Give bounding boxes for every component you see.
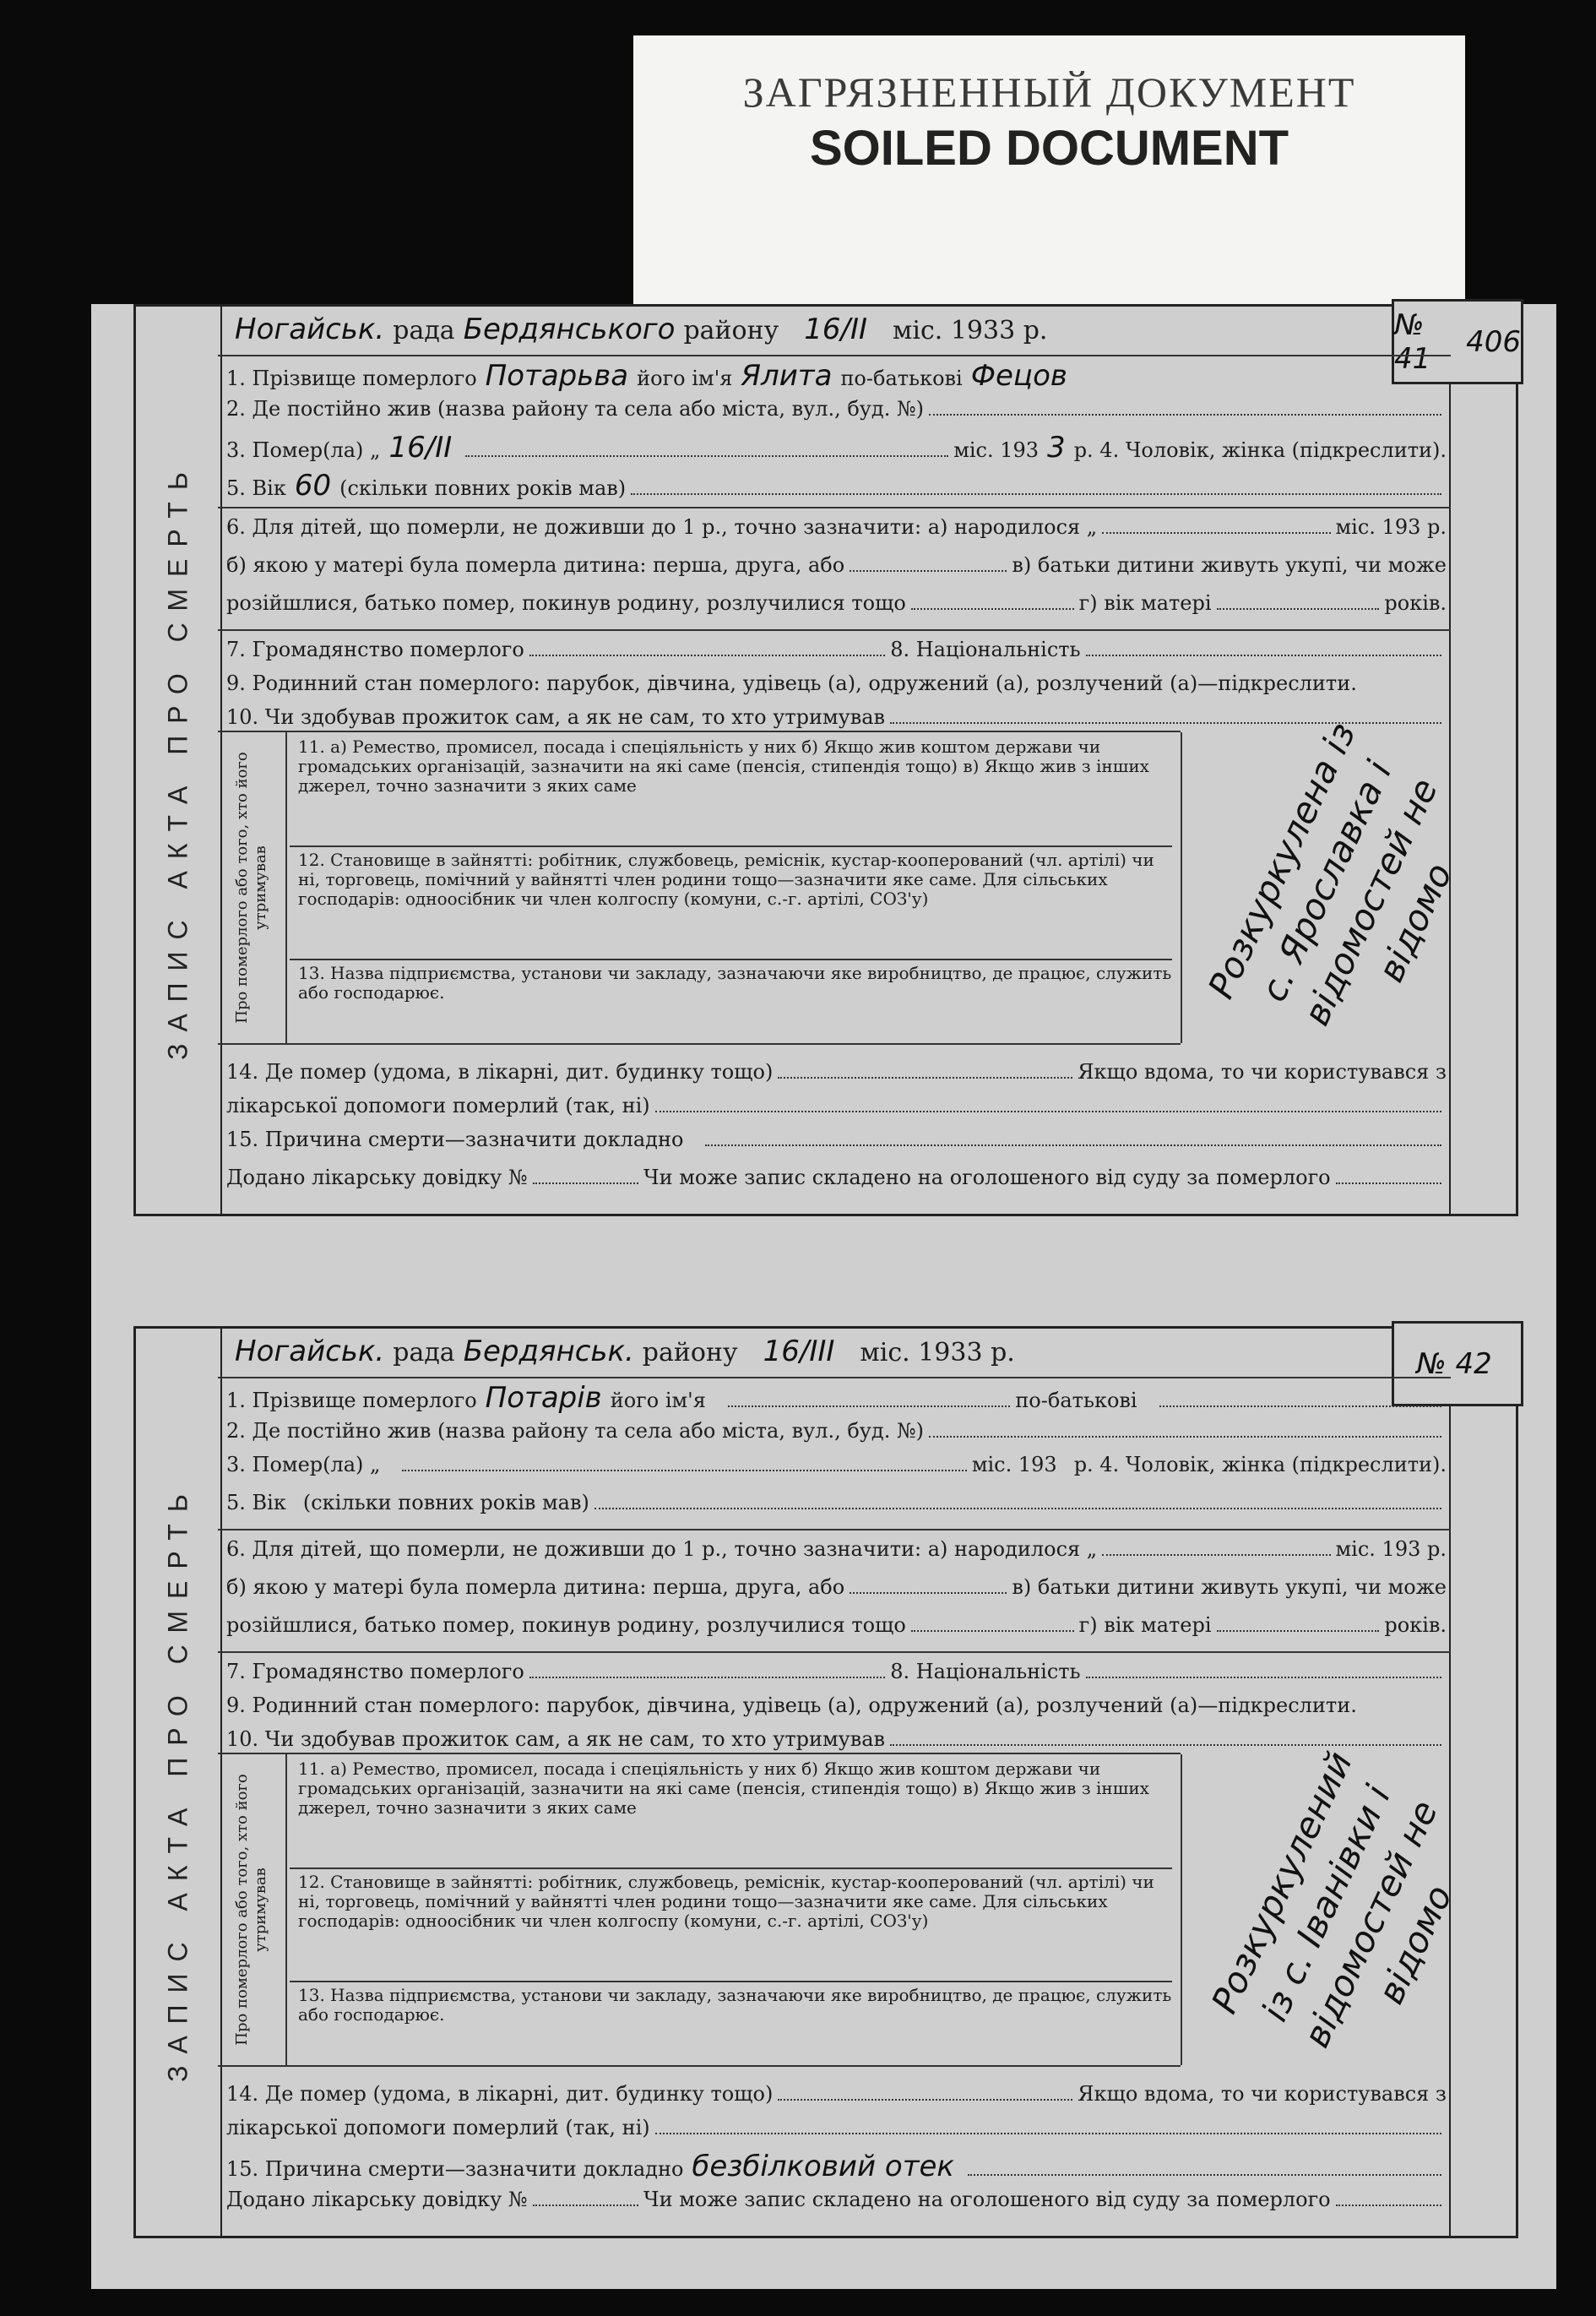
line-15b bbox=[226, 2188, 1447, 2211]
surname-value: Потарів bbox=[485, 1381, 602, 1415]
line-5 bbox=[226, 1491, 1447, 1514]
residence-label: 2. Де постійно жив (назва району та села або міста, вул., буд. №) bbox=[226, 397, 925, 421]
line-15b bbox=[226, 1166, 1447, 1189]
line-2 bbox=[226, 397, 1447, 421]
support-label: 10. Чи здобував прожиток сам, а як не сам, то хто утримував bbox=[226, 1727, 886, 1751]
soiled-document-stamp bbox=[633, 35, 1465, 304]
age-hint: (скільки повних років мав) bbox=[339, 476, 627, 500]
medical-help-label: лікарської допомоги померлий (так, ні) bbox=[226, 2116, 650, 2139]
item-13: 13. Назва підприємства, установи чи закладу, зазначаючи яке виробництво, де працює, служить або господарює. bbox=[298, 963, 1172, 1003]
cause-label: 15. Причина смерти—зазначити докладно bbox=[226, 2157, 684, 2181]
occupation-side bbox=[218, 732, 287, 1043]
line-6a bbox=[226, 1537, 1447, 1561]
handwritten-note: Розкуркулена із с. Ярославка і відомостей не відомо bbox=[1199, 716, 1461, 1032]
item-11: 11. а) Ремество, промисел, посада і спеціяльність у них б) Якщо жив коштом держави чи громадських організацій, зазначити на які саме (пенсія, стипендія тощо) в) Якщо жив з інших джерел, точно зазначити з яких саме bbox=[290, 1759, 1172, 1869]
line-3 bbox=[226, 1453, 1447, 1476]
council-value: Ногайськ. bbox=[235, 313, 385, 346]
surname-label: 1. Прізвище померлого bbox=[226, 1389, 477, 1412]
occupation-side-label: Про померлого або того, хто його утримував bbox=[233, 1774, 269, 2046]
line-15 bbox=[226, 1128, 1447, 1151]
death-place-label: 14. Де помер (удома, в лікарні, дит. будинку тощо) bbox=[226, 2082, 774, 2106]
month-year-label: міс. 1933 р. bbox=[860, 1338, 1015, 1367]
line-10 bbox=[226, 1727, 1447, 1751]
line-3 bbox=[226, 431, 1447, 465]
record-side-title: ЗАПИС АКТА ПРО СМЕРТЬ bbox=[162, 460, 193, 1060]
line-14 bbox=[226, 1060, 1447, 1084]
citizenship-label: 7. Громадянство померлого bbox=[226, 1660, 524, 1683]
line-6c bbox=[226, 591, 1447, 615]
home-label: Якщо вдома, то чи користувався з bbox=[1078, 2082, 1447, 2106]
surname-label: 1. Прізвище померлого bbox=[226, 367, 477, 390]
certificate-label: Додано лікарську довідку № bbox=[226, 2188, 528, 2211]
sex-label: р. 4. Чоловік, жінка (підкреслити). bbox=[1073, 438, 1447, 462]
child-order-label: б) якою у матері була померла дитина: перша, друга, або bbox=[226, 1575, 845, 1599]
record-right-column bbox=[1449, 1326, 1518, 2238]
medical-help-label: лікарської допомоги померлий (так, ні) bbox=[226, 1094, 650, 1117]
mother-age-label: г) вік матері bbox=[1078, 591, 1212, 615]
record-number: № 41 bbox=[1394, 307, 1431, 376]
occupation-side-label: Про померлого або того, хто його утримував bbox=[233, 752, 269, 1024]
line-6b bbox=[226, 553, 1447, 577]
line-14b bbox=[226, 2116, 1447, 2139]
divider bbox=[218, 507, 1451, 508]
name-value: Ялита bbox=[741, 359, 833, 393]
death-record bbox=[133, 1326, 1518, 2238]
sex-label: р. 4. Чоловік, жінка (підкреслити). bbox=[1073, 1453, 1447, 1476]
divider bbox=[218, 1651, 1451, 1653]
district-value: Бердянського bbox=[463, 313, 676, 346]
month-year-label: міс. 1933 р. bbox=[893, 316, 1048, 345]
parents-status-label: розійшлися, батько помер, покинув родину, розлучилися тощо bbox=[226, 591, 906, 615]
cause-value: безбілковий отек bbox=[692, 2150, 954, 2183]
item-12: 12. Становище в зайнятті: робітник, службовець, реміснік, кустар-кооперований (чл. артілі) чи ні, торговець, помічний у вайнятті член родини тощо—зазначити яке саме. Для сільських господарів: одноосібник чи член колгоспу (комуни, с.-г. артілі, СОЗ'у) bbox=[290, 851, 1172, 960]
line-9 bbox=[226, 671, 1447, 695]
council-label: рада bbox=[393, 1338, 455, 1367]
divider bbox=[218, 1529, 1451, 1530]
home-label: Якщо вдома, то чи користувався з bbox=[1078, 1060, 1447, 1084]
district-label: району bbox=[642, 1338, 738, 1367]
record-side-title: ЗАПИС АКТА ПРО СМЕРТЬ bbox=[162, 1482, 193, 2082]
record-number-extra: 406 bbox=[1466, 324, 1521, 359]
line-1 bbox=[226, 1381, 1447, 1415]
marital-label: 9. Родинний стан померлого: парубок, дівчина, удівець (а), одружений (а), розлучений (а)—підкреслити. bbox=[226, 671, 1357, 695]
handwritten-note: Розкуркулений із с. Іванівки і відомостей не відомо bbox=[1202, 1745, 1461, 2054]
court-label: Чи може запис складено на оголошеного від суду за померлого bbox=[643, 1166, 1331, 1189]
support-label: 10. Чи здобував прожиток сам, а як не сам, то хто утримував bbox=[226, 705, 886, 729]
record-right-column bbox=[1449, 304, 1518, 1216]
death-place-label: 14. Де помер (удома, в лікарні, дит. будинку тощо) bbox=[226, 1060, 774, 1084]
death-year-digit: 3 bbox=[1047, 431, 1066, 465]
age-value: 60 bbox=[294, 469, 332, 503]
divider bbox=[218, 629, 1451, 631]
line-14 bbox=[226, 2082, 1447, 2106]
occupation-block bbox=[218, 1753, 1181, 2067]
child-born-month: міс. 193 р. bbox=[1335, 515, 1447, 539]
council-value: Ногайськ. bbox=[235, 1335, 385, 1368]
parents-status-label: розійшлися, батько помер, покинув родину, розлучилися тощо bbox=[226, 1613, 906, 1637]
line-7 bbox=[226, 1660, 1447, 1683]
line-9 bbox=[226, 1694, 1447, 1717]
occupation-block bbox=[218, 731, 1181, 1045]
stamp-english: SOILED DOCUMENT bbox=[809, 121, 1289, 176]
parents-label: в) батьки дитини живуть укупі, чи може bbox=[1012, 553, 1447, 577]
citizenship-label: 7. Громадянство померлого bbox=[226, 638, 524, 661]
item-13: 13. Назва підприємства, установи чи закладу, зазначаючи яке виробництво, де працює, служить або господарює. bbox=[298, 1985, 1172, 2025]
death-month-label: міс. 193 bbox=[953, 438, 1040, 462]
patronymic-label: по-батькові bbox=[1015, 1389, 1137, 1412]
district-value: Бердянськ. bbox=[463, 1335, 634, 1368]
record-header bbox=[226, 1335, 1375, 1368]
child-born-month: міс. 193 р. bbox=[1335, 1537, 1447, 1561]
surname-value: Потарьва bbox=[485, 359, 629, 393]
death-month-label: міс. 193 bbox=[971, 1453, 1057, 1476]
patronymic-value: Фецов bbox=[970, 359, 1067, 393]
item-12: 12. Становище в зайнятті: робітник, службовець, реміснік, кустар-кооперований (чл. артілі) чи ні, торговець, помічний у вайнятті член родини тощо—зазначити яке саме. Для сільських господарів: одноосібник чи член колгоспу (комуни, с.-г. артілі, СОЗ'у) bbox=[290, 1873, 1172, 1982]
record-header bbox=[226, 313, 1375, 346]
council-label: рада bbox=[393, 316, 455, 345]
age-label: 5. Вік bbox=[226, 1491, 286, 1514]
divider bbox=[218, 1377, 1451, 1378]
line-2 bbox=[226, 1419, 1447, 1443]
line-6b bbox=[226, 1575, 1447, 1599]
court-label: Чи може запис складено на оголошеного від суду за померлого bbox=[643, 2188, 1331, 2211]
record-number: № 42 bbox=[1416, 1346, 1492, 1381]
nationality-label: 8. Національність bbox=[890, 638, 1081, 661]
death-date-label: 3. Помер(ла) „ bbox=[226, 1453, 381, 1476]
death-record bbox=[133, 304, 1521, 1216]
item-11: 11. а) Ремество, промисел, посада і спеціяльність у них б) Якщо жив коштом держави чи громадських організацій, зазначити на які саме (пенсія, стипендія тощо) в) Якщо жив з інших джерел, точно зазначити з яких саме bbox=[290, 737, 1172, 847]
line-7 bbox=[226, 638, 1447, 661]
nationality-label: 8. Національність bbox=[890, 1660, 1081, 1683]
line-1 bbox=[226, 359, 1447, 393]
child-order-label: б) якою у матері була померла дитина: перша, друга, або bbox=[226, 553, 845, 577]
line-6c bbox=[226, 1613, 1447, 1637]
line-10 bbox=[226, 705, 1447, 729]
death-date-label: 3. Помер(ла) „ bbox=[226, 438, 381, 462]
divider bbox=[218, 355, 1451, 356]
district-label: району bbox=[683, 316, 779, 345]
age-hint: (скільки повних років мав) bbox=[302, 1491, 589, 1514]
age-label: 5. Вік bbox=[226, 476, 286, 500]
years-label: років. bbox=[1384, 591, 1447, 615]
patronymic-label: по-батькові bbox=[840, 367, 963, 390]
cause-label: 15. Причина смерти—зазначити докладно bbox=[226, 1128, 684, 1151]
occupation-side bbox=[218, 1754, 287, 2065]
parents-label: в) батьки дитини живуть укупі, чи може bbox=[1012, 1575, 1447, 1599]
child-born-label: 6. Для дітей, що померли, не доживши до 1 р., точно зазначити: а) народилося „ bbox=[226, 1537, 1098, 1561]
child-born-label: 6. Для дітей, що померли, не доживши до 1 р., точно зазначити: а) народилося „ bbox=[226, 515, 1098, 539]
death-day-value: 16/II bbox=[388, 431, 453, 465]
line-14b bbox=[226, 1094, 1447, 1117]
mother-age-label: г) вік матері bbox=[1078, 1613, 1212, 1637]
record-side-column bbox=[136, 304, 222, 1216]
record-date: 16/II bbox=[804, 313, 868, 346]
name-label: його ім'я bbox=[610, 1389, 706, 1412]
years-label: років. bbox=[1384, 1613, 1447, 1637]
line-6a bbox=[226, 515, 1447, 539]
record-side-column bbox=[136, 1326, 222, 2238]
stamp-russian: ЗАГРЯЗНЕННЫЙ ДОКУМЕНТ bbox=[742, 68, 1356, 116]
record-date: 16/III bbox=[763, 1335, 835, 1368]
residence-label: 2. Де постійно жив (назва району та села або міста, вул., буд. №) bbox=[226, 1419, 925, 1443]
document-sheet bbox=[91, 304, 1556, 2289]
name-label: його ім'я bbox=[637, 367, 733, 390]
line-5 bbox=[226, 469, 1447, 503]
marital-label: 9. Родинний стан померлого: парубок, дівчина, удівець (а), одружений (а), розлучений (а)—підкреслити. bbox=[226, 1694, 1357, 1717]
line-15 bbox=[226, 2150, 1447, 2183]
certificate-label: Додано лікарську довідку № bbox=[226, 1166, 528, 1189]
